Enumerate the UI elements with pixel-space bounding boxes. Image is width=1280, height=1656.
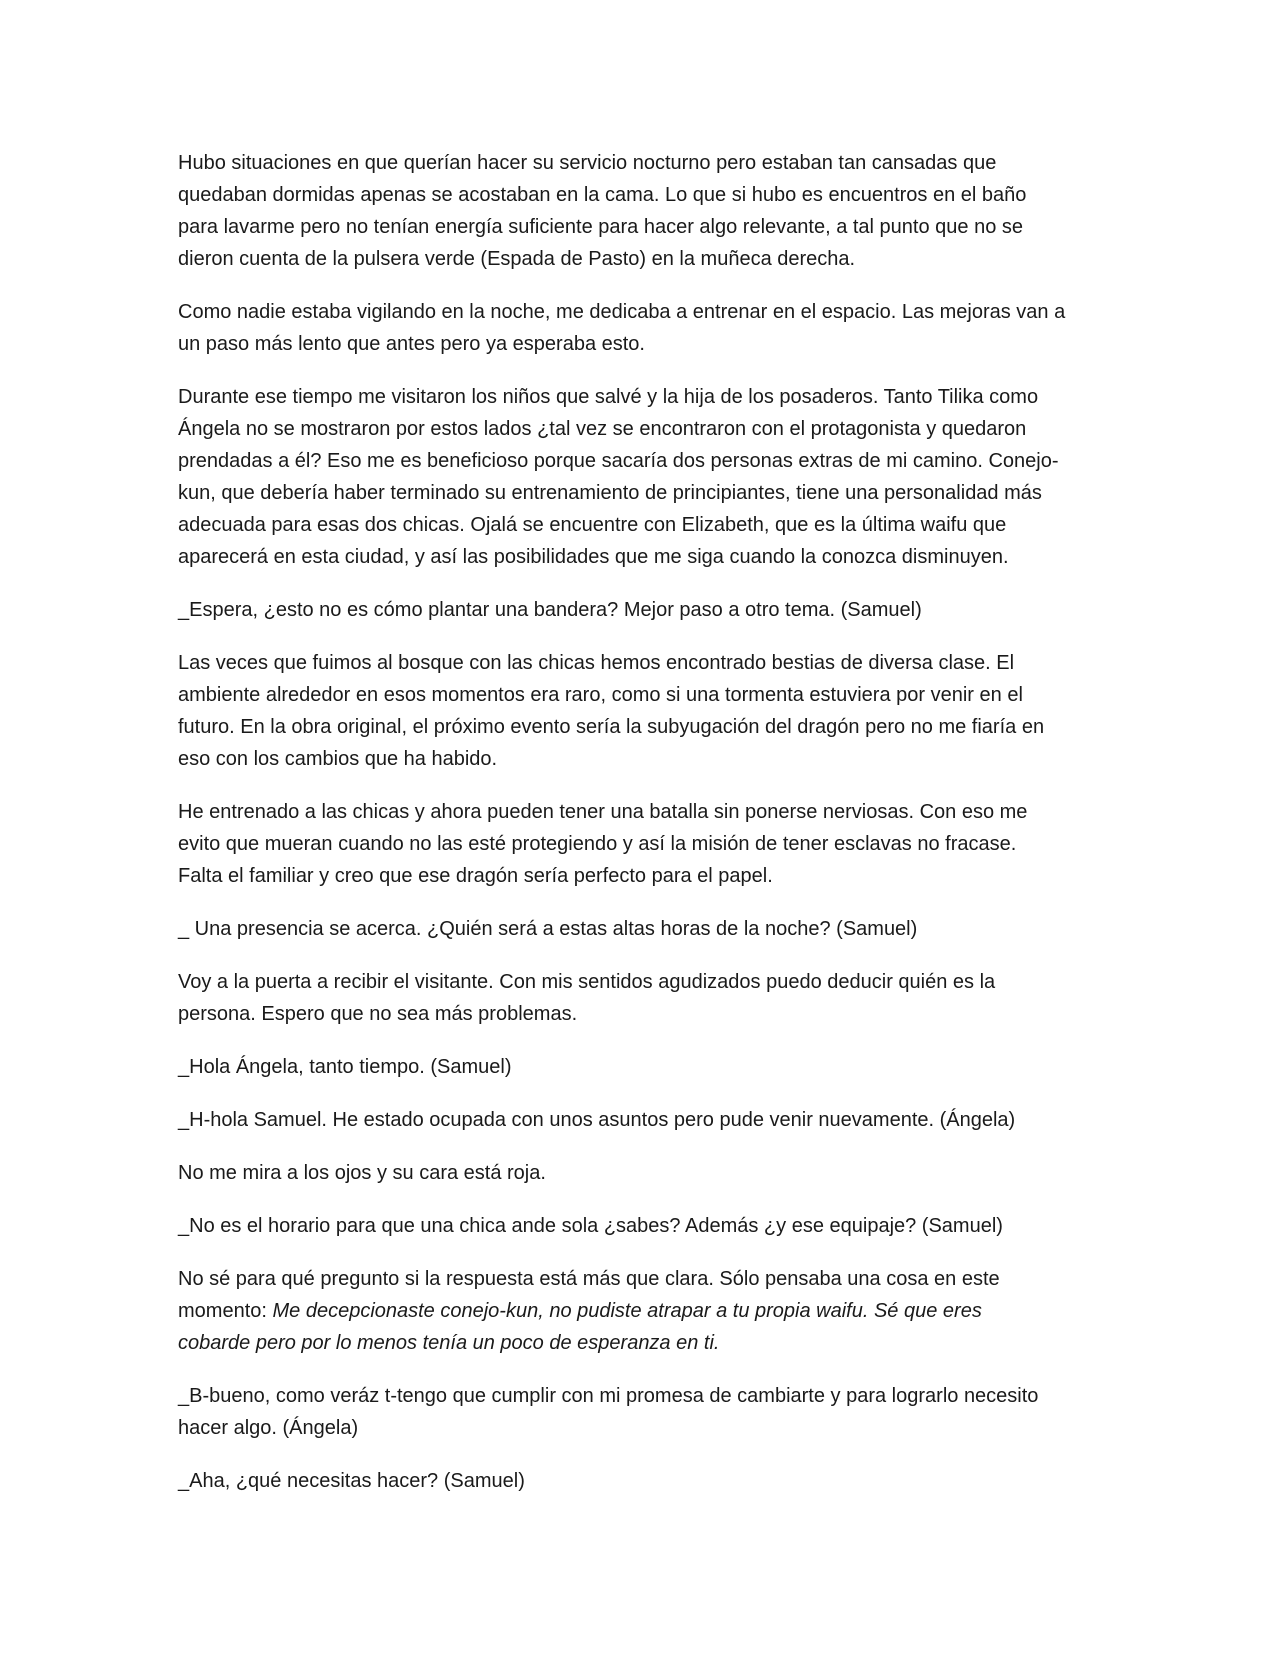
dialogue-line: _Espera, ¿esto no es cómo plantar una bandera? Mejor paso a otro tema. (Samuel) [178,599,922,621]
paragraph: Voy a la puerta a recibir el visitante. Con mis sentidos agudizados puedo deducir quién es la persona. Espero que no sea más problemas. [178,971,996,1025]
dialogue-line: _B-bueno, como veráz t-tengo que cumplir con mi promesa de cambiarte y para lograrlo necesito hacer algo. (Ángela) [178,1385,1039,1439]
dialogue-line: _Hola Ángela, tanto tiempo. (Samuel) [178,1056,512,1078]
dialogue-line: _No es el horario para que una chica ande sola ¿sabes? Además ¿y ese equipaje? (Samuel) [178,1215,1003,1237]
paragraph-italic-text: Me decepcionaste conejo-kun, no pudiste atrapar a tu propia waifu. Sé que eres cobarde pero por lo menos tenía un poco de esperanza en ti. [178,1300,982,1354]
dialogue-line: _H-hola Samuel. He estado ocupada con unos asuntos pero pude venir nuevamente. (Ángela) [178,1109,1016,1131]
paragraph: Como nadie estaba vigilando en la noche, me dedicaba a entrenar en el espacio. Las mejoras van a un paso más lento que antes pero ya esperaba esto. [178,301,1066,355]
dialogue-line: _Aha, ¿qué necesitas hacer? (Samuel) [178,1470,525,1492]
paragraph: Durante ese tiempo me visitaron los niños que salvé y la hija de los posaderos. Tanto Tilika como Ángela no se mostraron por estos lados ¿tal vez se encontraron con el protagonista y quedaron prendadas a él? Eso me es beneficioso porque sacaría dos personas extras de mi camino. Conejo- kun, que debería haber terminado su entrenamiento de principiantes, tiene una personalidad más adecuada para esas dos chicas. Ojalá se encuentre con Elizabeth, que es la última waifu que aparecerá en esta ciudad, y así las posibilidades que me siga cuando la conozca disminuyen. [178,386,1059,568]
paragraph-plain-text: No sé para qué pregunto si la respuesta está más que clara. Sólo pensaba una cosa en este momento: [178,1268,1000,1322]
paragraph: Las veces que fuimos al bosque con las chicas hemos encontrado bestias de diversa clase. El ambiente alrededor en esos momentos era raro, como si una tormenta estuviera por venir en el futuro. En la obra original, el próximo evento sería la subyugación del dragón pero no me fiaría en eso con los cambios que ha habido. [178,652,1045,770]
paragraph: Hubo situaciones en que querían hacer su servicio nocturno pero estaban tan cansadas que quedaban dormidas apenas se acostaban en la cama. Lo que si hubo es encuentros en el baño para lavarme pero no tenían energía suficiente para hacer algo relevante, a tal punto que no se dieron cuenta de la pulsera verde (Espada de Pasto) en la muñeca derecha. [178,152,1027,270]
paragraph: No me mira a los ojos y su cara está roja. [178,1162,546,1184]
paragraph: He entrenado a las chicas y ahora pueden tener una batalla sin ponerse nerviosas. Con eso me evito que mueran cuando no las esté protegiendo y así la misión de tener esclavas no fracase. Falta el familiar y creo que ese dragón sería perfecto para el papel. [178,801,1028,887]
dialogue-line: _ Una presencia se acerca. ¿Quién será a estas altas horas de la noche? (Samuel) [178,918,918,940]
document-page [178,147,1098,1518]
mixed-paragraph [178,1263,1098,1359]
